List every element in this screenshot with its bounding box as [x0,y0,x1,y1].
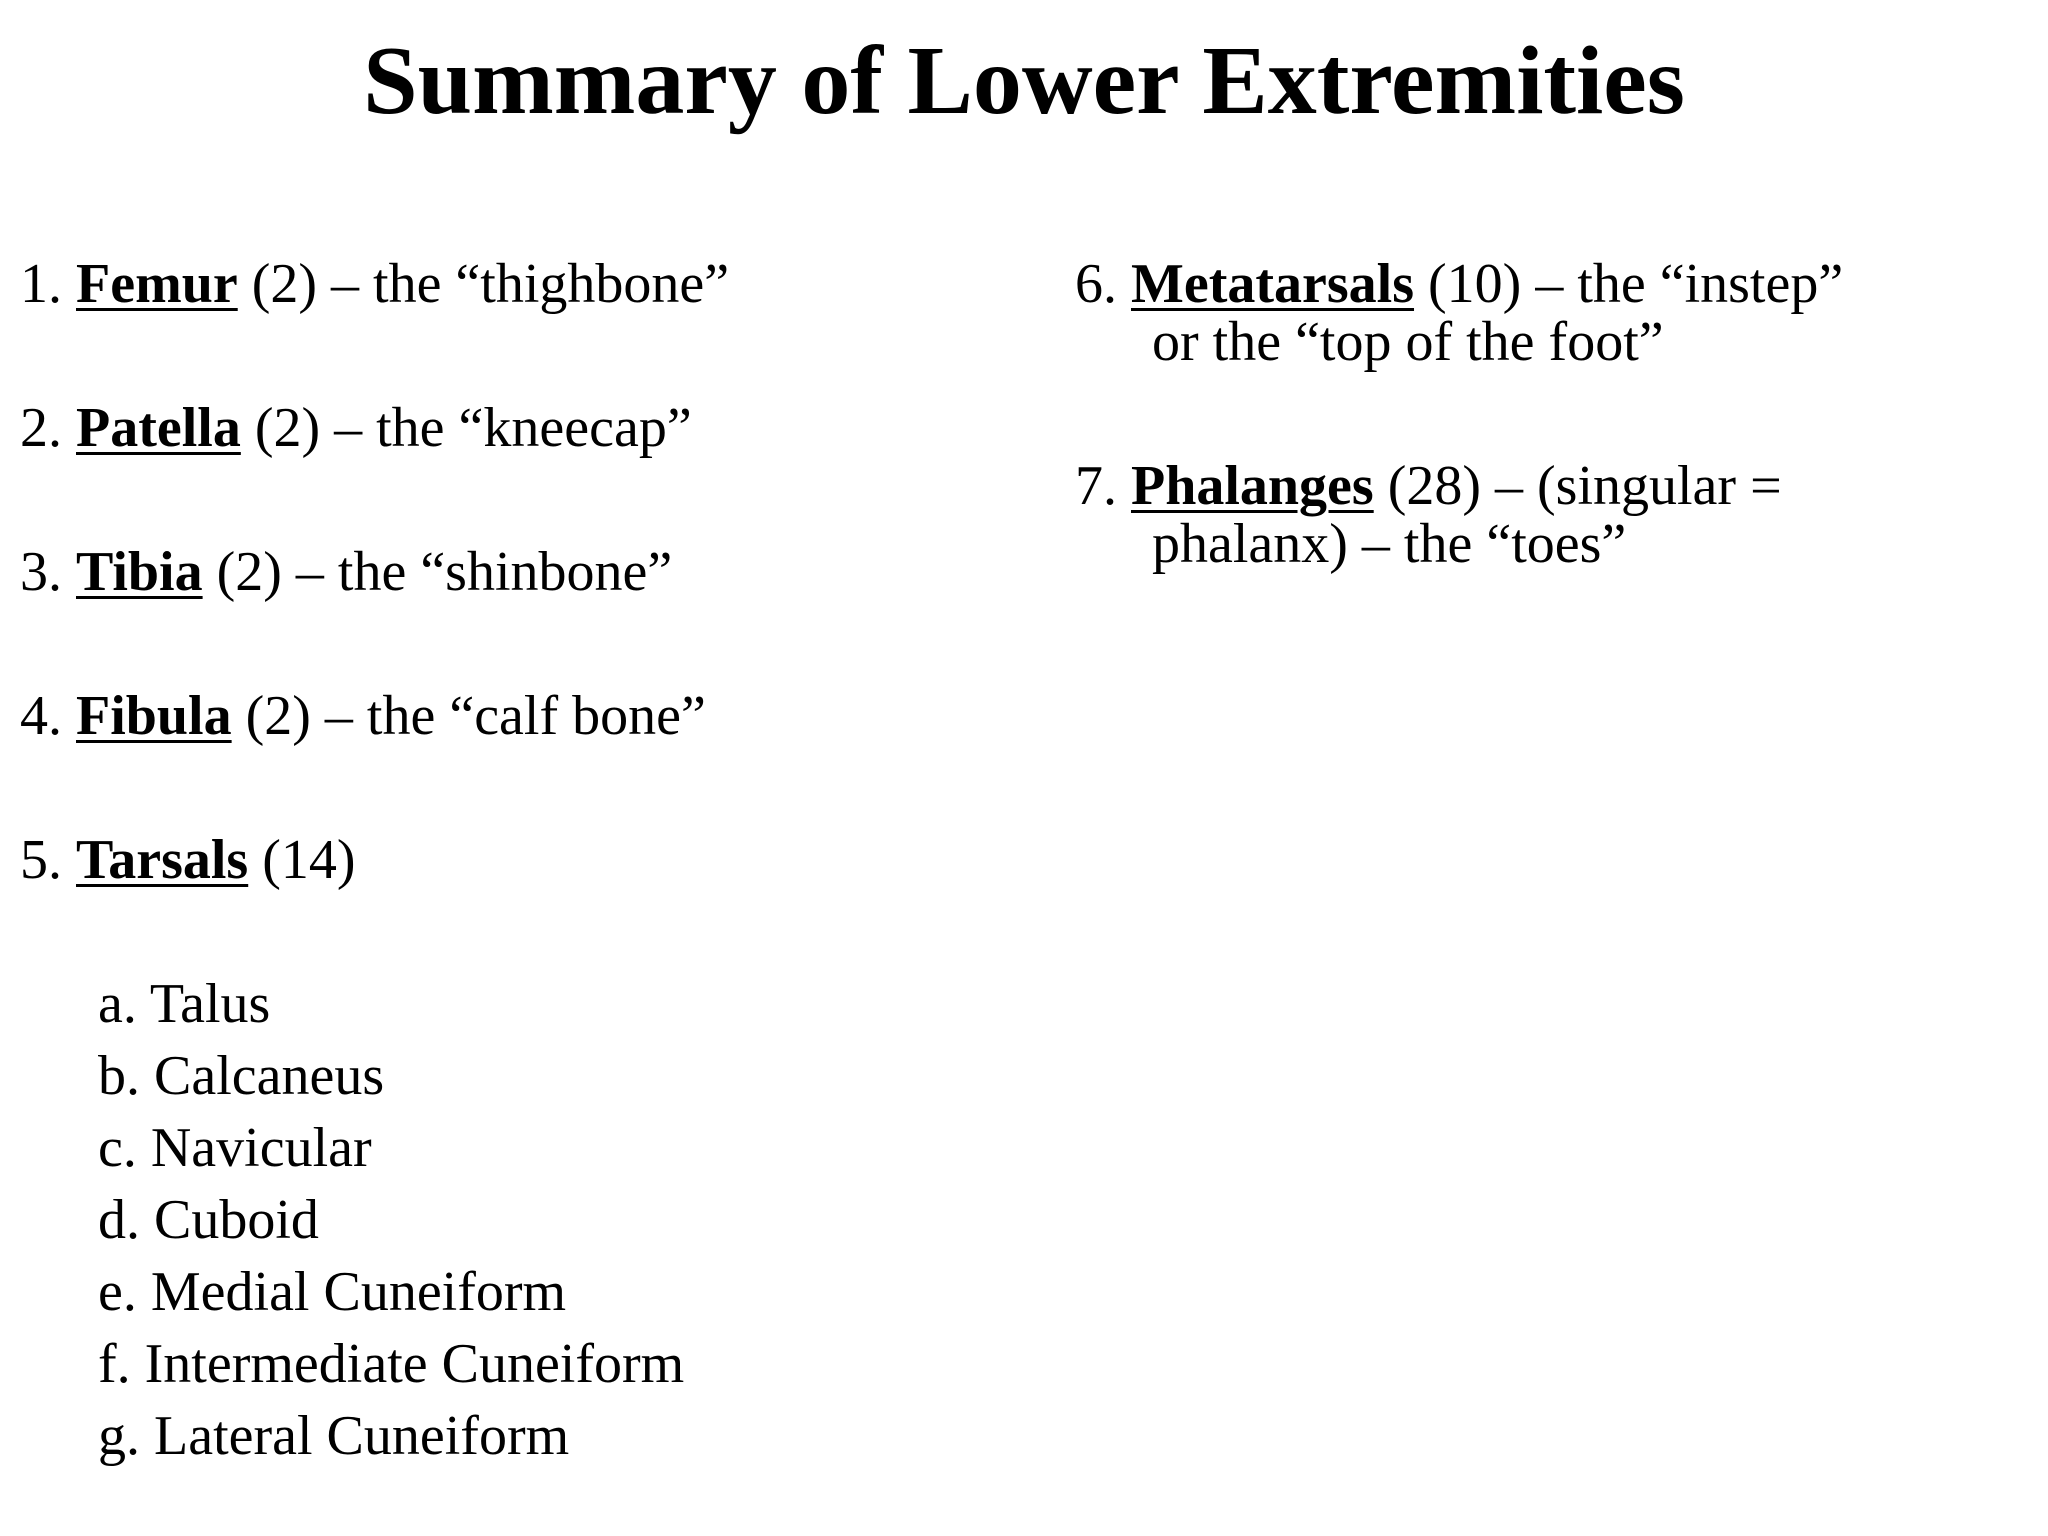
bone-description: (2) – the “thighbone” [251,253,730,315]
tarsal-item-intermediate-cuneiform: f. Intermediate Cuneiform [98,1333,685,1395]
bone-term: Patella [76,397,241,459]
bone-description: (28) – (singular = [1387,455,1782,517]
bone-description: (10) – the “instep” [1428,253,1844,315]
bone-description: (2) – the “kneecap” [254,397,692,459]
list-item-phalanges [1075,457,1782,515]
list-item-femur [20,255,729,313]
tarsal-item-cuboid: d. Cuboid [98,1189,319,1251]
list-item-patella [20,399,692,457]
phalanges-continuation: phalanx) – the “toes” [1152,513,1627,575]
item-number: 7. [1075,455,1117,517]
item-number: 2. [20,397,62,459]
item-number: 4. [20,685,62,747]
tarsal-item-talus: a. Talus [98,973,271,1035]
page-title: Summary of Lower Extremities [363,27,1685,135]
item-number: 3. [20,541,62,603]
list-item-fibula [20,687,706,745]
bone-term: Phalanges [1131,455,1374,517]
bone-term: Metatarsals [1131,253,1415,315]
bone-description: (14) [262,829,356,891]
list-item-tibia [20,543,672,601]
bone-term: Fibula [76,685,232,747]
item-number: 5. [20,829,62,891]
bone-description: (2) – the “shinbone” [216,541,673,603]
tarsal-item-lateral-cuneiform: g. Lateral Cuneiform [98,1405,570,1467]
bone-description: (2) – the “calf bone” [245,685,706,747]
bone-term: Tarsals [76,829,249,891]
list-item-tarsals [20,831,356,889]
bone-term: Femur [76,253,238,315]
tarsal-item-medial-cuneiform: e. Medial Cuneiform [98,1261,567,1323]
item-number: 6. [1075,253,1117,315]
item-number: 1. [20,253,62,315]
tarsal-item-navicular: c. Navicular [98,1117,372,1179]
list-item-metatarsals [1075,255,1843,313]
tarsal-item-calcaneus: b. Calcaneus [98,1045,385,1107]
bone-term: Tibia [76,541,203,603]
metatarsals-continuation: or the “top of the foot” [1152,311,1664,373]
